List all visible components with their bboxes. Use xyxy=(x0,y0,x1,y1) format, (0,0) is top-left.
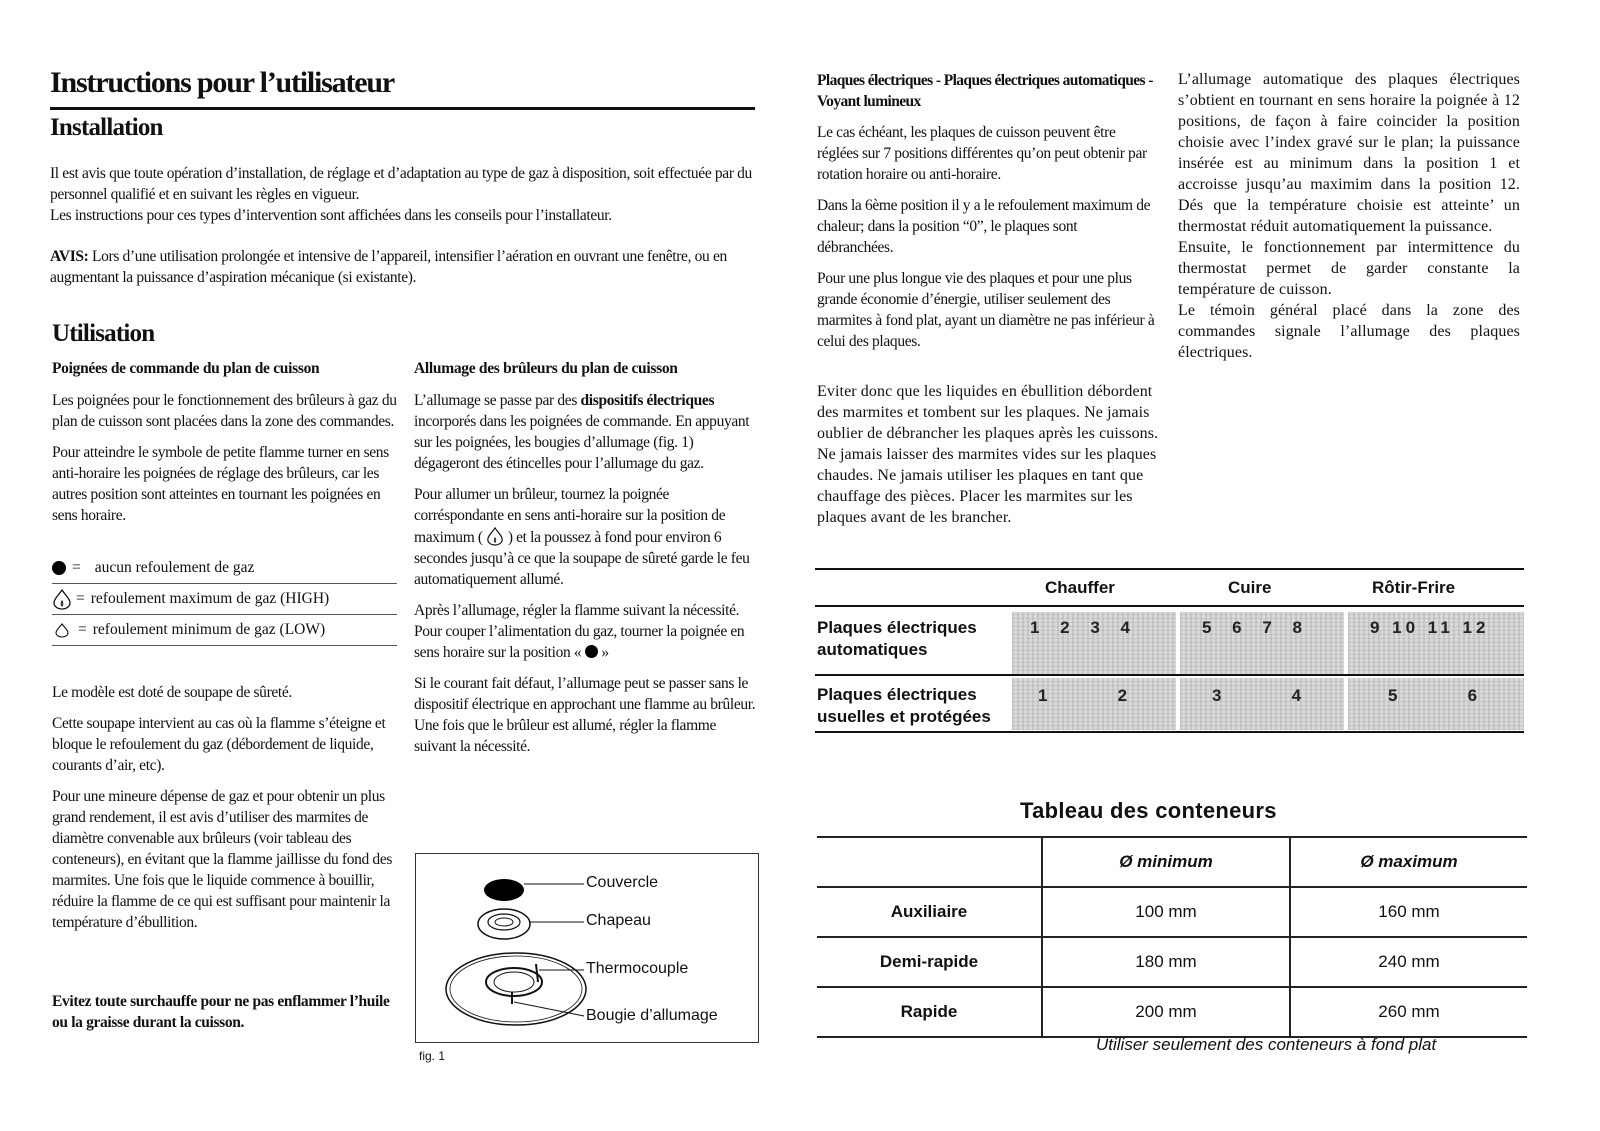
avis-label: AVIS: xyxy=(50,248,89,265)
heat-header-cuire: Cuire xyxy=(1228,578,1272,597)
legend-low-text: refoulement minimum de gaz (LOW) xyxy=(92,620,326,638)
small-flame-icon xyxy=(54,622,70,638)
controls-p1: Les poignées pour le fonctionnement des brûleurs à gaz du plan de cuisson sont placées dans la zone des commandes. xyxy=(52,392,397,430)
electric-p3: Pour une plus longue vie des plaques et pour une plus grande économie d’énergie, utiliser seulement des marmites à fond plat, ayant un diamètre ne pas inférieur à celui des plaques. xyxy=(817,270,1155,350)
automatic-p3: Le témoin général placé dans la zone des commandes signale l’allumage des plaques électriques. xyxy=(1178,302,1520,361)
heat-value: 9 10 11 12 xyxy=(1370,618,1490,637)
legend-off: = aucun refoulement de gaz xyxy=(52,552,397,584)
burner-figure xyxy=(415,853,759,1043)
controls-subheading: Poignées de commande du plan de cuisson xyxy=(52,360,320,377)
page-title: Instructions pour l’utilisateur xyxy=(50,66,394,99)
ignition-subheading: Allumage des brûleurs du plan de cuisson xyxy=(414,360,678,377)
containers-table xyxy=(817,836,1527,1038)
legend-high-text: refoulement maximum de gaz (HIGH) xyxy=(90,589,330,607)
large-flame-icon xyxy=(486,526,504,546)
legend-high: = refoulement maximum de gaz (HIGH) xyxy=(52,583,397,615)
heat-row-auto-label: Plaques électriques automatiques xyxy=(817,618,977,659)
installation-heading: Installation xyxy=(50,114,163,141)
utilisation-heading: Utilisation xyxy=(52,320,155,347)
installation-p1: Il est avis que toute opération d’installation, de réglage et d’adaptation au type de gaz à disposition, soit effectuée par du personnel qualifié et en suivant les règles en vigueur. xyxy=(50,165,752,203)
title-rule xyxy=(50,107,755,110)
controls-p2: Pour atteindre le symbole de petite flamme turner en sens anti-horaire les poignées de réglage des brûleurs, car les autres position sont atteintes en tournant les poignées en sens horaire. xyxy=(52,444,389,524)
table-row: Rapide 200 mm 260 mm xyxy=(817,987,1527,1037)
controls-column xyxy=(52,360,397,536)
label-chapeau: Chapeau xyxy=(586,912,651,929)
avis-text: Lors d’une utilisation prolongée et intensive de l’appareil, intensifier l’aération en ouvrant une fenêtre, ou en augmentant la puissance d’aspiration mécanique (si existante). xyxy=(50,248,727,286)
controls-p5: Pour une mineure dépense de gaz et pour obtenir un plus grand rendement, il est avis d’utiliser des marmites de diamètre convenable aux brûleurs (voir tableau des conteneurs), en évitant que la flamme jaillisse du fond des marmites. Une fois que le liquide commence à bouillir, réduire la flamme de ce qui est suffisant pour maintenir la température d’ébullition. xyxy=(52,788,393,931)
automatic-p2: Ensuite, le fonctionnement par intermittence du thermostat permet de garder constante la température de cuisson. xyxy=(1178,239,1520,298)
automatic-p1: L’allumage automatique des plaques électriques s’obtient en tournant en sens horaire la poignée à 12 positions, de façon à faire coincider la position choisie avec l’index gravé sur le plan; la puissance insérée est au minimum dans la position 1 et accroisse jusqu’au maximim dans la position 12. Dés que la température choisie est atteinte’ un thermostat réduit automatiquement la puissance. xyxy=(1178,71,1520,235)
electric-heading: Plaques électriques - Plaques électriques automatiques - Voyant lumineux xyxy=(817,72,1153,110)
table-row: Demi-rapide 180 mm 240 mm xyxy=(817,937,1527,987)
heat-value: 5 6 7 8 xyxy=(1202,618,1310,637)
ignition-p1: L’allumage se passe par des dispositifs électriques incorporés dans les poignées de commande. En appuyant sur les poignées, les bougies d’allumage (fig. 1) dégageront des étincelles pour l’allumage du gaz. xyxy=(414,392,750,472)
label-thermocouple: Thermocouple xyxy=(586,960,689,977)
electric-p2: Dans la 6ème position il y a le refoulement maximum de chaleur; dans la position “0”, le plaques sont débranchées. xyxy=(817,197,1151,256)
heat-value: 1 2 xyxy=(1038,686,1142,705)
installation-p2: Les instructions pour ces types d’intervention sont affichées dans les conseils pour l’installateur. xyxy=(50,207,612,224)
heat-header-rotir: Rôtir-Frire xyxy=(1372,578,1456,597)
heat-value: 1 2 3 4 xyxy=(1030,618,1138,637)
automatic-column xyxy=(1178,69,1520,363)
label-couvercle: Couvercle xyxy=(586,874,659,891)
legend-low: = refoulement minimum de gaz (LOW) xyxy=(52,614,397,646)
heat-value: 3 4 xyxy=(1212,686,1316,705)
electric-column xyxy=(817,70,1157,362)
containers-title: Tableau des conteneurs xyxy=(1020,798,1277,823)
safety-column xyxy=(52,682,397,943)
label-bougie: Bougie d’allumage xyxy=(586,1007,718,1024)
legend-off-text: aucun refoulement de gaz xyxy=(94,558,255,576)
ignition-p2: Pour allumer un brûleur, tournez la poignée corréspondante en sens anti-horaire sur la position de maximum ( ) et la poussez à fond pour environ 6 secondes jusqu’à ce que la soupape de sûreté garde le feu automatiquement allumé. xyxy=(414,486,750,588)
ignition-p4: Si le courant fait défaut, l’allumage peut se passer sans le dispositif électrique en approchant une flamme au brûleur. Une fois que le brûleur est allumé, régler la flamme suivant la nécessité. xyxy=(414,675,756,755)
table-row: Auxiliaire 100 mm 160 mm xyxy=(817,887,1527,937)
avis-paragraph xyxy=(50,246,758,288)
figure-caption: fig. 1 xyxy=(419,1049,446,1063)
containers-header-row xyxy=(817,837,1527,887)
electric-p1: Le cas échéant, les plaques de cuisson peuvent être réglées sur 7 positions différentes qu’on peut obtenir par rotation horaire ou anti-horaire. xyxy=(817,124,1147,183)
filled-circle-icon xyxy=(585,645,598,658)
controls-p4: Cette soupape intervient au cas où la flamme s’éteigne et bloque le refoulement du gaz (débordement de liquide, courants d’air, etc). xyxy=(52,715,386,774)
large-flame-icon xyxy=(52,588,72,610)
col-max: Ø maximum xyxy=(1290,837,1527,887)
heat-value: 5 6 xyxy=(1388,686,1492,705)
ignition-p3: Après l’allumage, régler la flamme suivant la nécessité. Pour couper l’alimentation du gaz, tourner la poignée en sens horaire sur la position « » xyxy=(414,602,745,661)
heat-header-chauffer: Chauffer xyxy=(1045,578,1115,597)
col-min: Ø minimum xyxy=(1042,837,1290,887)
overheat-warning: Evitez toute surchauffe pour ne pas enflammer l’huile ou la graisse durant la cuisson. xyxy=(52,993,390,1031)
filled-circle-icon xyxy=(52,561,66,575)
electric-p4: Eviter donc que les liquides en ébullition débordent des marmites et tombent sur les plaques. Ne jamais oublier de débrancher les plaques après les cuissons. Ne jamais laisser des marmites vides sur les plaques chaudes. Ne jamais utiliser les plaques en tant que chauffage des pièces. Placer les marmites sur les plaques avant de les brancher. xyxy=(817,383,1159,526)
installation-text xyxy=(50,163,758,298)
ignition-column xyxy=(414,360,757,767)
heat-row-usual-label: Plaques électriques usuelles et protégées xyxy=(817,685,991,726)
controls-p3: Le modèle est doté de soupape de sûreté. xyxy=(52,684,292,701)
containers-footnote: Utiliser seulement des conteneurs à fond plat xyxy=(1096,1035,1437,1054)
